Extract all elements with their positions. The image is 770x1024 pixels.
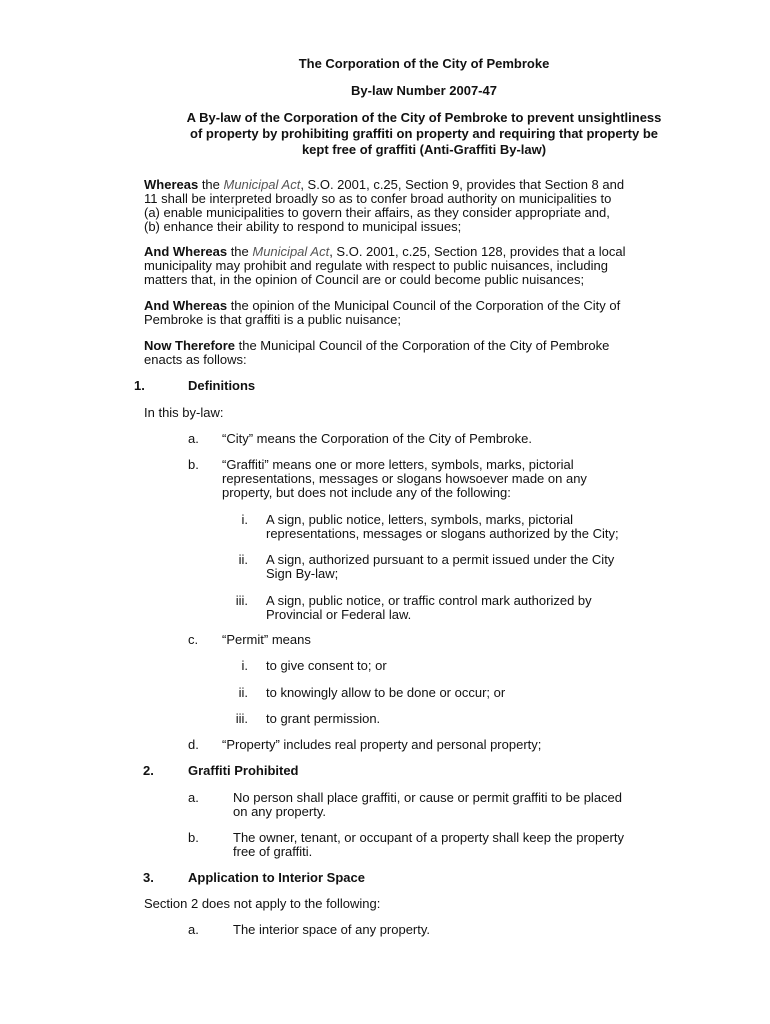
subitem-label: iii. — [235, 711, 248, 726]
recital-text: the — [198, 177, 224, 192]
definition-property: “Property” includes real property and personal property; — [222, 737, 542, 752]
recital-lead: Now Therefore — [144, 338, 236, 353]
item-label: a. — [188, 922, 199, 937]
definition-line: “Graffiti” means one or more letters, symbols, marks, pictorial — [222, 457, 574, 472]
recital-text: the opinion of the Municipal Council of the Corporation of the City of — [227, 298, 621, 313]
section-3-intro: Section 2 does not apply to the following: — [144, 896, 381, 911]
recital-whereas — [144, 178, 716, 234]
interior-space-exemption: The interior space of any property. — [233, 922, 431, 937]
clause-line: The owner, tenant, or occupant of a property shall keep the property — [233, 830, 624, 845]
recital-lead: And Whereas — [144, 298, 228, 313]
permit-meaning-i: to give consent to; or — [266, 658, 387, 673]
recital-text: , S.O. 2001, c.25, Section 128, provides that a local — [329, 244, 626, 259]
bylaw-title-line-3: kept free of graffiti (Anti-Graffiti By-law) — [301, 142, 547, 157]
exclusion-line: A sign, public notice, letters, symbols, marks, pictorial — [266, 512, 574, 527]
clause-line: on any property. — [233, 804, 326, 819]
act-name: Municipal Act — [223, 177, 301, 192]
recital-and-whereas-2 — [144, 299, 716, 327]
graffiti-exclusion-i — [266, 513, 696, 541]
recital-line: Pembroke is that graffiti is a public nuisance; — [144, 312, 402, 327]
exclusion-line: Sign By-law; — [266, 566, 339, 581]
section-3-number: 3. — [143, 870, 154, 885]
graffiti-exclusion-ii — [266, 553, 696, 581]
exclusion-line: representations, messages or slogans authorized by the City; — [266, 526, 619, 541]
graffiti-prohibition-b — [233, 831, 703, 859]
section-2-heading: Graffiti Prohibited — [188, 763, 299, 778]
subitem-label: iii. — [235, 593, 248, 608]
recital-line: (b) enhance their ability to respond to municipal issues; — [144, 219, 462, 234]
item-label: b. — [188, 457, 199, 472]
clause-line: No person shall place graffiti, or cause or permit graffiti to be placed — [233, 790, 623, 805]
section-1-heading: Definitions — [188, 378, 256, 393]
recital-text: the — [227, 244, 253, 259]
permit-meaning-iii: to grant permission. — [266, 711, 381, 726]
bylaw-number: By-law Number 2007-47 — [351, 83, 497, 98]
section-1-intro: In this by-law: — [144, 405, 224, 420]
recital-now-therefore — [144, 339, 716, 367]
corporation-name: The Corporation of the City of Pembroke — [298, 56, 550, 71]
item-label: d. — [188, 737, 199, 752]
definition-graffiti — [222, 458, 682, 500]
recital-text: , S.O. 2001, c.25, Section 9, provides that Section 8 and — [300, 177, 625, 192]
graffiti-exclusion-iii — [266, 594, 696, 622]
recital-lead: Whereas — [144, 177, 199, 192]
recital-line: municipality may prohibit and regulate with respect to public nuisances, including — [144, 258, 608, 273]
subitem-label: ii. — [238, 685, 248, 700]
graffiti-prohibition-a — [233, 791, 703, 819]
subitem-label: i. — [241, 658, 248, 673]
recital-line: 11 shall be interpreted broadly so as to confer broad authority on municipalities to — [144, 191, 612, 206]
recital-and-whereas-1 — [144, 245, 716, 287]
permit-meaning-ii: to knowingly allow to be done or occur; or — [266, 685, 506, 700]
definition-city: “City” means the Corporation of the City of Pembroke. — [222, 431, 532, 446]
recital-line: enacts as follows: — [144, 352, 247, 367]
item-label: c. — [188, 632, 199, 647]
section-2-number: 2. — [143, 763, 154, 778]
recital-text: the Municipal Council of the Corporation of the City of Pembroke — [235, 338, 610, 353]
recital-line: (a) enable municipalities to govern their affairs, as they consider appropriate and, — [144, 205, 610, 220]
bylaw-title-line-1: A By-law of the Corporation of the City of Pembroke to prevent unsightliness — [186, 110, 662, 125]
act-name: Municipal Act — [252, 244, 330, 259]
exclusion-line: A sign, public notice, or traffic control mark authorized by — [266, 593, 592, 608]
recital-line: matters that, in the opinion of Council are or could become public nuisances; — [144, 272, 585, 287]
clause-line: free of graffiti. — [233, 844, 313, 859]
definition-line: representations, messages or slogans howsoever made on any — [222, 471, 587, 486]
subitem-label: i. — [241, 512, 248, 527]
subitem-label: ii. — [238, 552, 248, 567]
item-label: a. — [188, 790, 199, 805]
item-label: a. — [188, 431, 199, 446]
bylaw-title-line-2: of property by prohibiting graffiti on property and requiring that property be — [190, 126, 658, 141]
definition-permit: “Permit” means — [222, 632, 311, 647]
section-3-heading: Application to Interior Space — [188, 870, 365, 885]
definition-line: property, but does not include any of the following: — [222, 485, 511, 500]
item-label: b. — [188, 830, 199, 845]
recital-lead: And Whereas — [144, 244, 228, 259]
exclusion-line: A sign, authorized pursuant to a permit issued under the City — [266, 552, 615, 567]
exclusion-line: Provincial or Federal law. — [266, 607, 412, 622]
section-1-number: 1. — [134, 378, 145, 393]
